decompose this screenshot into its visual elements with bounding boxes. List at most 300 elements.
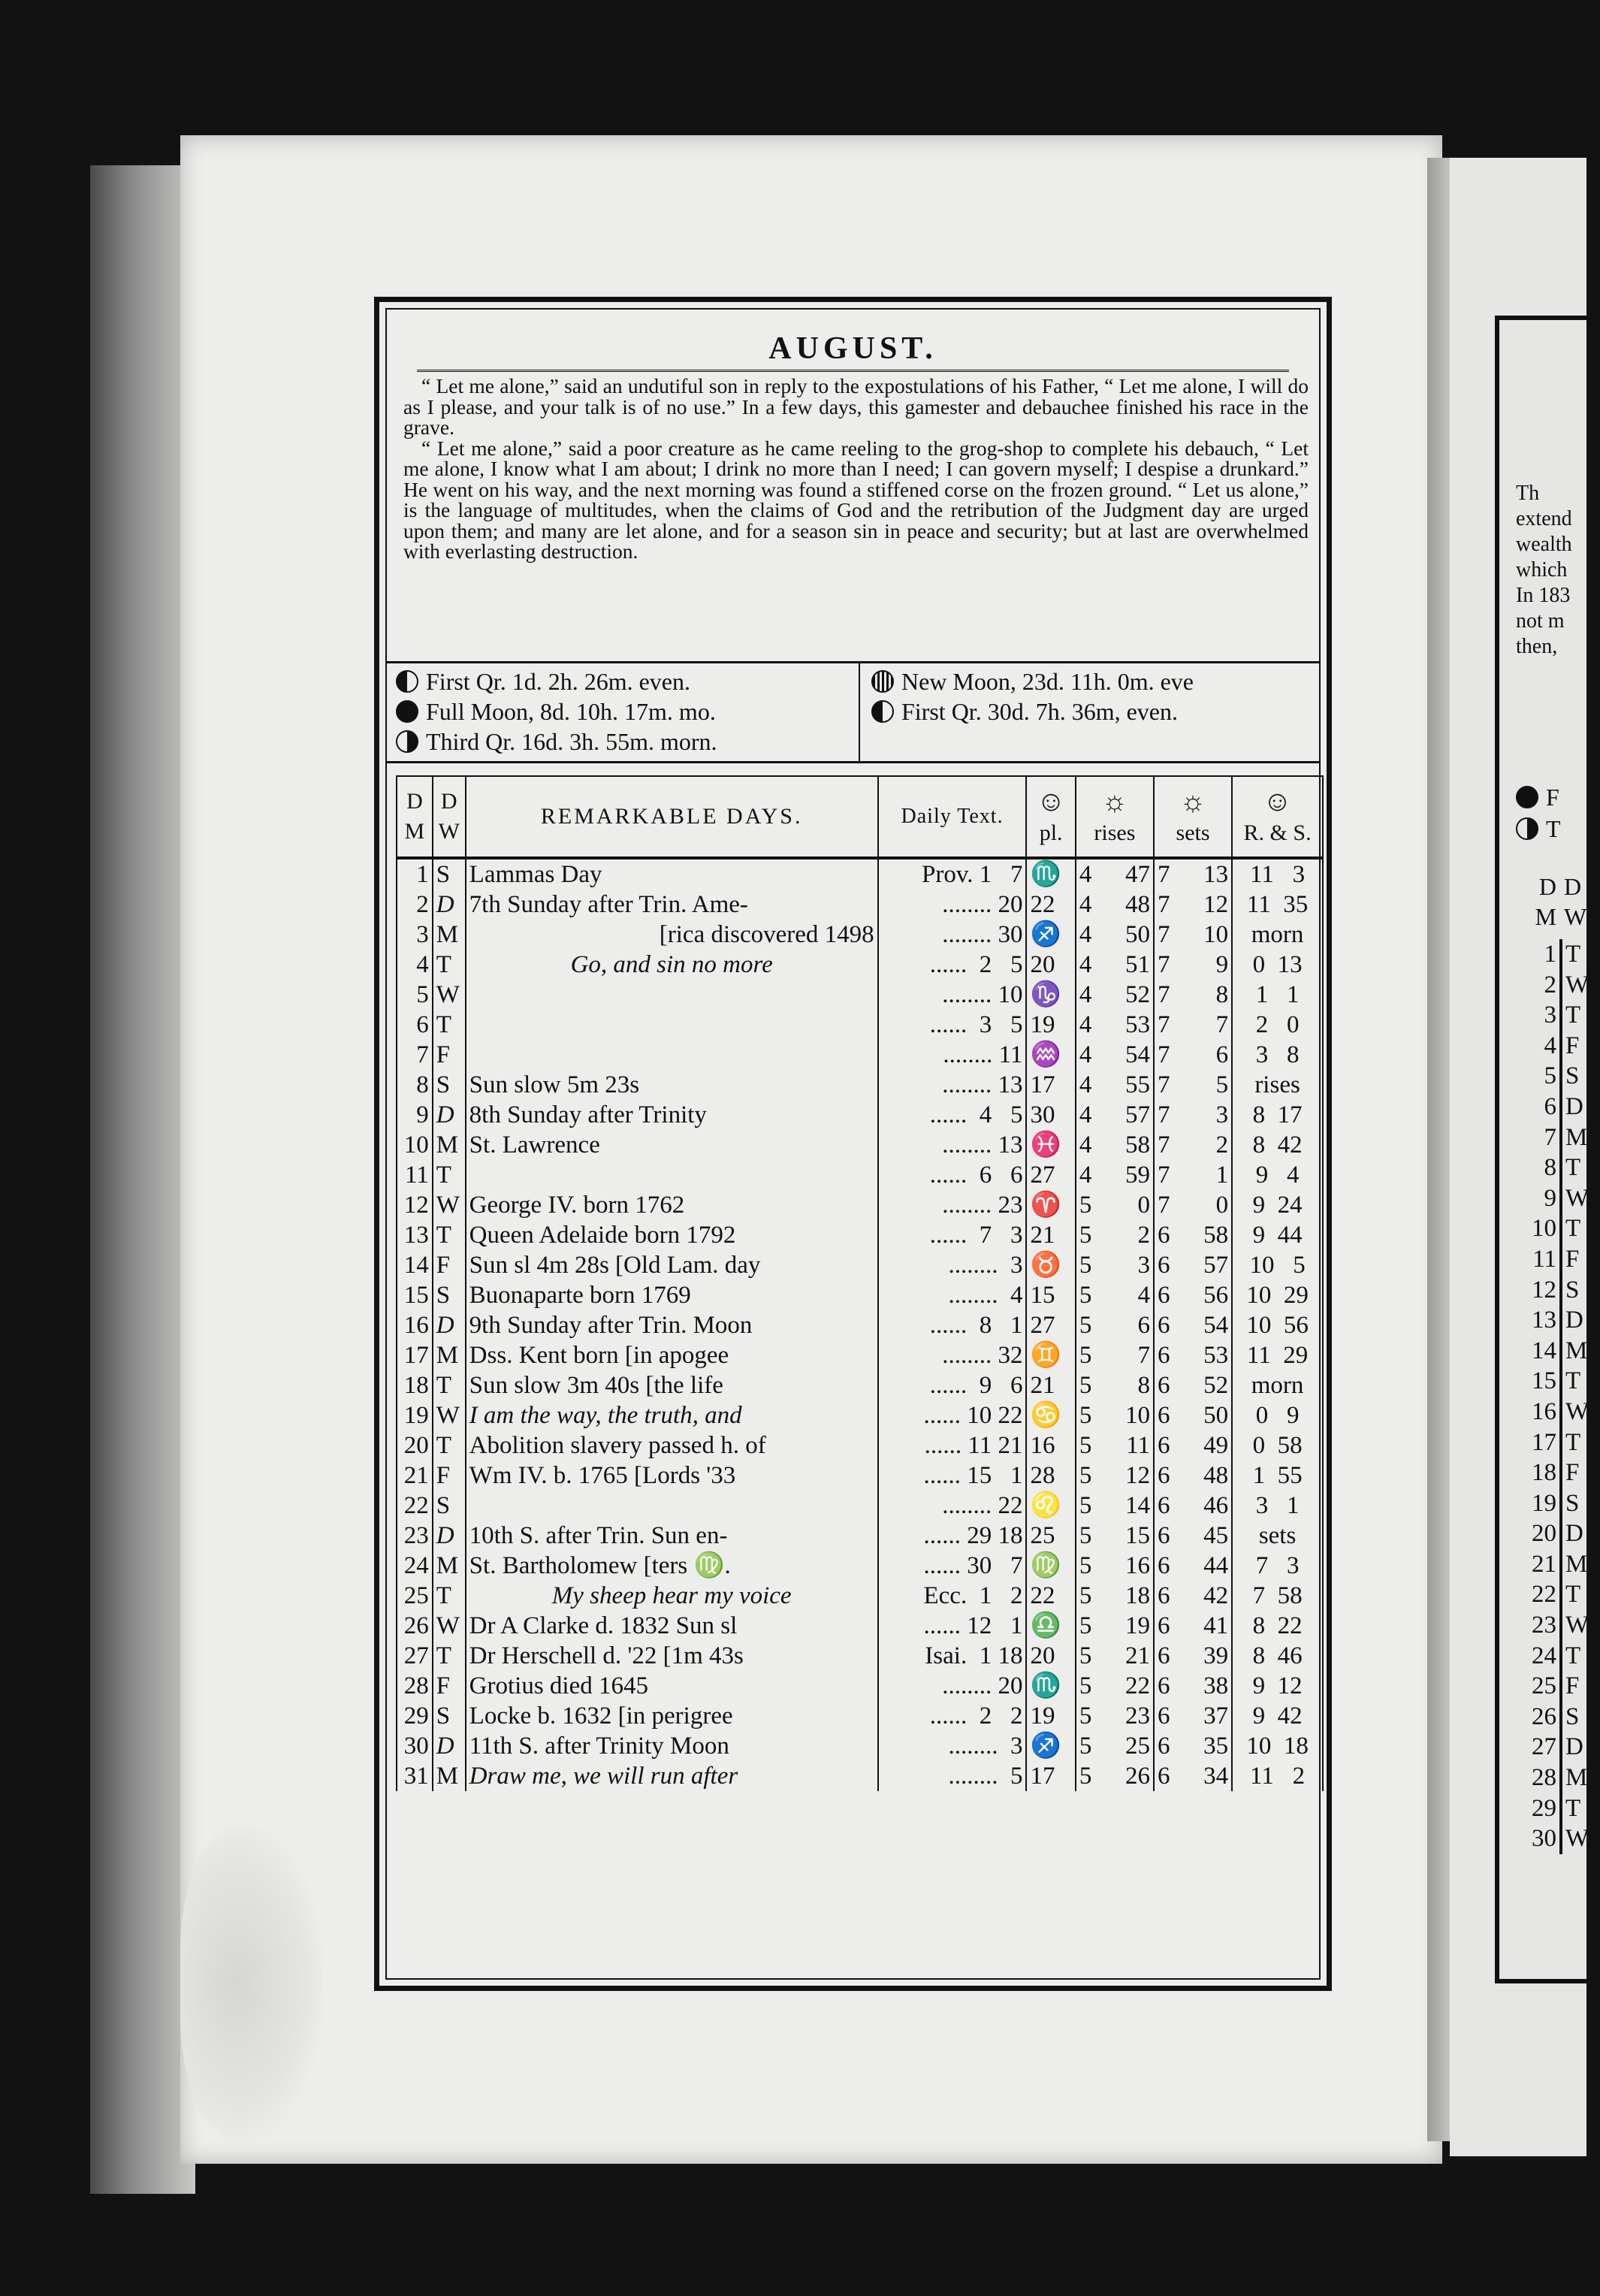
remarkable-day-cell: Wm IV. b. 1765 [Lords '33 [466,1461,878,1491]
table-row [397,1611,1323,1641]
sun-set-hour: 7 [1157,981,1170,1008]
day-of-week-cell: S [433,1280,466,1310]
moon-place-cell: 17 [1026,1070,1075,1100]
day-of-month-cell: 13 [397,1220,433,1250]
next-page-row [1517,1732,1589,1763]
moon-phases-left [396,666,717,757]
moon-phase-line [871,696,1194,727]
sun-set-minute: 10 [1203,921,1229,948]
moon-rise-set-cell: 0 13 [1232,950,1323,980]
moon-rise-set-cell: 7 3 [1232,1551,1323,1581]
moon-place-cell: ♐ [1026,920,1075,950]
remarkable-day-cell: Lammas Day [466,858,878,890]
remarkable-day-cell [466,1040,878,1070]
remarkable-day-cell [466,1010,878,1040]
next-page-row [1517,1275,1589,1306]
sun-set-hour: 6 [1157,1222,1170,1249]
header-day-of-month: D M [397,776,433,858]
sun-rises-cell [1076,1280,1154,1310]
day-of-month-cell: 25 [397,1581,433,1611]
moon-rise-set-cell: 0 9 [1232,1400,1323,1430]
moon-rise-set-cell: 3 8 [1232,1040,1323,1070]
sun-rise-hour: 4 [1079,1011,1092,1038]
moon-place-cell: ♍ [1026,1551,1075,1581]
day-of-month-cell: 9 [397,1100,433,1130]
day-of-month-cell: 12 [397,1190,433,1220]
next-page-row [1517,1122,1589,1153]
remarkable-day-cell: Sun slow 3m 40s [the life [466,1370,878,1400]
sun-rise-hour: 5 [1079,1492,1092,1519]
sun-rise-hour: 4 [1079,891,1092,918]
sun-rise-hour: 5 [1079,1763,1092,1790]
sun-rise-hour: 5 [1079,1402,1092,1429]
next-page-text-line: Th [1516,482,1540,505]
sun-set-hour: 7 [1157,1101,1170,1128]
day-of-month-cell: 26 [397,1611,433,1641]
sun-set-minute: 50 [1203,1402,1229,1429]
sun-rises-cell [1076,1491,1154,1521]
sun-sets-cell [1154,1731,1232,1761]
moon-rise-set-cell: 8 46 [1232,1641,1323,1671]
sun-rises-cell [1076,1731,1154,1761]
moon-rise-set-cell: 8 42 [1232,1130,1323,1160]
sun-rise-hour: 4 [1079,1041,1092,1068]
moon-phase-text: New Moon, 23d. 11h. 0m. eve [901,668,1194,695]
header-sun-sets: ☼ sets [1154,776,1232,858]
sun-rise-minute: 22 [1125,1672,1150,1699]
page-edge [90,165,195,2194]
next-page-text-line: wealth [1516,533,1572,556]
day-of-month-cell: 11 [397,1160,433,1190]
next-page-day: 27 [1517,1732,1561,1763]
sun-set-hour: 6 [1157,1702,1170,1730]
next-page-weekday: W [1561,1823,1589,1854]
daily-text-cell: Prov. 1 7 [878,858,1027,890]
table-row [397,1310,1323,1340]
sun-set-minute: 52 [1203,1372,1229,1399]
sun-set-hour: 6 [1157,1252,1170,1279]
day-of-week-cell: T [433,1430,466,1461]
next-page-day: 1 [1517,939,1561,970]
sun-rise-minute: 3 [1137,1252,1150,1279]
next-page-weekday: T [1561,1000,1580,1031]
table-row [397,1130,1323,1160]
remarkable-day-cell [466,1160,878,1190]
sun-set-minute: 44 [1203,1552,1229,1579]
moon-place-cell: 17 [1026,1761,1075,1791]
next-page-row [1517,1336,1589,1367]
header-sun-rises: ☼ rises [1076,776,1154,858]
third-quarter-moon-icon [1516,817,1538,840]
sun-sets-cell [1154,1400,1232,1430]
moon-rise-set-cell: 7 58 [1232,1581,1323,1611]
next-page-row [1517,1702,1589,1733]
sun-sets-cell [1154,1611,1232,1641]
sun-set-hour: 7 [1157,1011,1170,1038]
table-row [397,1190,1323,1220]
moon-face-icon: ☺ [1036,786,1066,817]
daily-text-cell: ........ 30 [878,920,1027,950]
moon-place-cell: 27 [1026,1310,1075,1340]
remarkable-day-cell: Draw me, we will run after [466,1761,878,1791]
next-page-row [1517,1244,1589,1275]
next-page-weekday: S [1561,1488,1579,1519]
sun-set-hour: 6 [1157,1582,1170,1609]
sun-set-hour: 6 [1157,1282,1170,1309]
next-page-day: 19 [1517,1488,1561,1519]
next-page-row [1517,1031,1589,1062]
sun-sets-cell [1154,1010,1232,1040]
sun-set-minute: 1 [1215,1162,1229,1189]
next-page-weekday: M [1561,1122,1587,1153]
sun-set-hour: 6 [1157,1462,1170,1489]
sun-rise-minute: 11 [1126,1432,1150,1459]
sun-set-minute: 49 [1203,1432,1229,1459]
sun-rise-hour: 5 [1079,1312,1092,1339]
daily-text-cell: ...... 11 21 [878,1430,1027,1461]
next-page-weekday: M [1561,1336,1587,1367]
sun-sets-cell [1154,1130,1232,1160]
sun-rise-minute: 55 [1125,1071,1150,1098]
remarkable-day-cell: Sun slow 5m 23s [466,1070,878,1100]
moon-place-cell: 30 [1026,1100,1075,1130]
next-page-row [1517,1000,1589,1031]
sun-set-hour: 7 [1157,921,1170,948]
next-page-row [1517,1061,1589,1092]
sun-set-hour: 6 [1157,1492,1170,1519]
day-of-week-cell: T [433,950,466,980]
sun-rises-cell [1076,1701,1154,1731]
next-page-day: 30 [1517,1823,1561,1854]
sun-set-hour: 6 [1157,1432,1170,1459]
sun-rises-cell [1076,858,1154,890]
sun-rise-minute: 12 [1125,1462,1150,1489]
sun-set-minute: 6 [1215,1041,1229,1068]
sun-rise-minute: 59 [1125,1162,1150,1189]
sun-rise-hour: 5 [1079,1522,1092,1549]
sun-rise-minute: 0 [1137,1192,1150,1219]
day-of-week-cell: T [433,1581,466,1611]
sun-sets-cell [1154,1280,1232,1310]
daily-text-cell: ...... 29 18 [878,1521,1027,1551]
sun-set-minute: 53 [1203,1342,1229,1369]
next-page-row [1517,1488,1589,1519]
daily-text-cell: Ecc. 1 2 [878,1581,1027,1611]
day-of-week-cell: T [433,1160,466,1190]
moon-place-cell: ♊ [1026,1340,1075,1370]
next-page-day: 17 [1517,1427,1561,1458]
moon-place-cell: ♏ [1026,858,1075,890]
table-row [397,1280,1323,1310]
sun-sets-cell [1154,1070,1232,1100]
day-of-month-cell: 28 [397,1671,433,1701]
table-row [397,1400,1323,1430]
sun-rises-cell [1076,1070,1154,1100]
sun-set-hour: 6 [1157,1522,1170,1549]
remarkable-day-cell: I am the way, the truth, and [466,1400,878,1430]
remarkable-day-cell: Dr Herschell d. '22 [1m 43s [466,1641,878,1671]
next-page-weekday: S [1561,1275,1579,1306]
moon-rise-set-cell: 9 12 [1232,1671,1323,1701]
next-page-row [1517,1518,1589,1549]
table-row [397,1521,1323,1551]
next-page-row [1517,1823,1589,1854]
sun-rises-cell [1076,1220,1154,1250]
sun-rises-cell [1076,1310,1154,1340]
next-page-row [1517,1092,1589,1122]
daily-text-cell: ........ 10 [878,980,1027,1010]
day-of-week-cell: W [433,1611,466,1641]
sun-rise-hour: 5 [1079,1372,1092,1399]
moon-rise-set-cell: 8 17 [1232,1100,1323,1130]
sun-set-minute: 0 [1215,1192,1229,1219]
sun-set-hour: 6 [1157,1642,1170,1669]
moon-phases [387,661,1319,763]
sun-set-hour: 6 [1157,1672,1170,1699]
next-page-day: 10 [1517,1213,1561,1244]
remarkable-day-cell: My sheep hear my voice [466,1581,878,1611]
daily-text-cell: ...... 7 3 [878,1220,1027,1250]
intro-text [403,376,1309,562]
sun-rises-cell [1076,1761,1154,1791]
sun-rise-minute: 50 [1125,921,1150,948]
sun-rise-minute: 23 [1125,1702,1150,1730]
moon-rise-set-cell: morn [1232,1370,1323,1400]
day-of-month-cell: 29 [397,1701,433,1731]
daily-text-cell: ...... 30 7 [878,1551,1027,1581]
next-page-weekday: M [1561,1763,1587,1793]
table-row [397,1430,1323,1461]
sun-set-hour: 7 [1157,1162,1170,1189]
sun-rise-hour: 4 [1079,981,1092,1008]
sun-rises-cell [1076,1190,1154,1220]
sun-set-hour: 6 [1157,1342,1170,1369]
sun-set-minute: 46 [1203,1492,1229,1519]
next-page-weekday: T [1561,1213,1580,1244]
day-of-week-cell: D [433,890,466,920]
next-page-rows [1517,939,1589,1854]
moon-place-cell: 20 [1026,1641,1075,1671]
moon-rise-set-cell: 10 56 [1232,1310,1323,1340]
moon-place-cell: 19 [1026,1701,1075,1731]
sun-rise-minute: 26 [1125,1763,1150,1790]
sun-set-minute: 34 [1203,1763,1229,1790]
sun-set-hour: 6 [1157,1402,1170,1429]
table-row [397,1010,1323,1040]
sun-rises-cell [1076,1160,1154,1190]
remarkable-day-cell: Dr A Clarke d. 1832 Sun sl [466,1611,878,1641]
moon-phases-right [871,666,1194,727]
daily-text-cell: ...... 9 6 [878,1370,1027,1400]
sun-sets-cell [1154,950,1232,980]
remarkable-day-cell: Locke b. 1632 [in perigree [466,1701,878,1731]
sun-rise-hour: 4 [1079,1162,1092,1189]
sun-set-hour: 7 [1157,1041,1170,1068]
sun-rises-cell [1076,1611,1154,1641]
next-page-text-line: then, [1516,635,1558,658]
moon-phase-text: First Qr. 1d. 2h. 26m. even. [426,668,690,695]
sun-rises-cell [1076,1521,1154,1551]
next-page-weekday: W [1561,1397,1589,1427]
day-of-month-cell: 14 [397,1250,433,1280]
calendar-body [397,858,1323,1791]
next-page-row [1517,1213,1589,1244]
moon-place-cell: 21 [1026,1220,1075,1250]
day-of-week-cell: M [433,1340,466,1370]
sun-rise-hour: 4 [1079,921,1092,948]
next-page-day: 7 [1517,1122,1561,1153]
first-quarter-moon-icon [871,700,894,723]
remarkable-day-cell: 9th Sunday after Trin. Moon [466,1310,878,1340]
day-of-month-cell: 19 [397,1400,433,1430]
next-page-row [1517,1427,1589,1458]
next-page-day: 16 [1517,1397,1561,1427]
sun-set-minute: 57 [1203,1252,1229,1279]
sun-set-hour: 6 [1157,1552,1170,1579]
sun-rises-cell [1076,1400,1154,1430]
sun-rise-minute: 51 [1125,951,1150,978]
sun-rise-hour: 5 [1079,1702,1092,1730]
title-rule [417,370,1289,372]
next-page-day: 8 [1517,1153,1561,1183]
next-page-day: 29 [1517,1793,1561,1824]
next-page-day: 11 [1517,1244,1561,1275]
next-page-weekday: T [1561,1641,1580,1672]
sun-set-hour: 7 [1157,1071,1170,1098]
day-of-week-cell: M [433,1551,466,1581]
moon-phase-line [396,666,717,696]
moon-rise-set-cell: 11 2 [1232,1761,1323,1791]
next-page-weekday: T [1561,1427,1580,1458]
day-of-month-cell: 7 [397,1040,433,1070]
day-of-week-cell: F [433,1250,466,1280]
sun-rise-minute: 16 [1125,1552,1150,1579]
next-page-weekday: S [1561,1702,1579,1733]
sun-rises-cell [1076,1250,1154,1280]
day-of-week-cell: M [433,920,466,950]
sun-sets-cell [1154,1521,1232,1551]
next-page-day: 3 [1517,1000,1561,1031]
next-page-moon-phases [1516,781,1561,844]
sun-rise-hour: 5 [1079,1342,1092,1369]
next-page-row [1517,939,1589,970]
sun-rise-hour: 5 [1079,1432,1092,1459]
table-row [397,1761,1323,1791]
sun-rise-minute: 47 [1125,861,1150,888]
day-of-month-cell: 18 [397,1370,433,1400]
day-of-month-cell: 23 [397,1521,433,1551]
next-page-day: 12 [1517,1275,1561,1306]
remarkable-day-cell: George IV. born 1762 [466,1190,878,1220]
sun-rises-cell [1076,1581,1154,1611]
daily-text-cell: ...... 2 2 [878,1701,1027,1731]
day-of-week-cell: S [433,1491,466,1521]
daily-text-cell: ........ 22 [878,1491,1027,1521]
sun-sets-cell [1154,1491,1232,1521]
sun-set-minute: 12 [1203,891,1229,918]
sun-rises-cell [1076,1040,1154,1070]
table-row [397,1461,1323,1491]
day-of-week-cell: W [433,1190,466,1220]
table-row [397,950,1323,980]
next-page-weekday: S [1561,1061,1579,1092]
sun-sets-cell [1154,1641,1232,1671]
sun-rises-cell [1076,1130,1154,1160]
moon-rise-set-cell: 2 0 [1232,1010,1323,1040]
sun-rise-hour: 5 [1079,1222,1092,1249]
sun-sets-cell [1154,1040,1232,1070]
full-moon-icon [1516,786,1538,808]
remarkable-day-cell: Abolition slavery passed h. of [466,1430,878,1461]
day-of-month-cell: 4 [397,950,433,980]
next-page-text-line: extend [1516,507,1572,530]
moon-rise-set-cell: 8 22 [1232,1611,1323,1641]
sun-sets-cell [1154,1190,1232,1220]
sun-rises-cell [1076,1430,1154,1461]
sun-rises-cell [1076,1010,1154,1040]
moon-place-cell: ♌ [1026,1491,1075,1521]
next-page-text-line: In 183 [1516,584,1571,607]
next-page-weekday: F [1561,1244,1579,1275]
next-page-row [1517,1153,1589,1183]
sun-set-minute: 37 [1203,1702,1229,1730]
next-page-day: 13 [1517,1305,1561,1336]
remarkable-day-cell: [rica discovered 1498 [466,920,878,950]
sun-rise-minute: 52 [1125,981,1150,1008]
sun-rise-minute: 6 [1137,1312,1150,1339]
day-of-week-cell: T [433,1370,466,1400]
moon-rise-set-cell: 9 42 [1232,1701,1323,1731]
sun-rise-minute: 53 [1125,1011,1150,1038]
first-quarter-moon-icon [396,670,418,693]
header-moon-rises-sets: ☺ R. & S. [1232,776,1323,858]
sun-rise-minute: 18 [1125,1582,1150,1609]
sun-rise-minute: 10 [1125,1402,1150,1429]
sun-sets-cell [1154,1160,1232,1190]
sun-rise-minute: 8 [1137,1372,1150,1399]
moon-phase-line [871,666,1194,696]
next-page-row [1517,970,1589,1001]
table-row [397,1370,1323,1400]
moon-phases-divider [859,663,860,761]
sun-rises-cell [1076,980,1154,1010]
day-of-month-cell: 30 [397,1731,433,1761]
daily-text-cell: ........ 4 [878,1280,1027,1310]
sun-rises-cell [1076,1340,1154,1370]
sun-rise-hour: 5 [1079,1582,1092,1609]
day-of-week-cell: M [433,1130,466,1160]
table-row [397,1160,1323,1190]
water-stain [180,1826,323,2141]
next-page-day: 15 [1517,1366,1561,1397]
table-row [397,1491,1323,1521]
daily-text-cell: ...... 15 1 [878,1461,1027,1491]
sun-set-minute: 9 [1215,951,1229,978]
next-page-day: 25 [1517,1671,1561,1702]
day-of-month-cell: 27 [397,1641,433,1671]
moon-rise-set-cell: 9 24 [1232,1190,1323,1220]
moon-rise-set-cell: 3 1 [1232,1491,1323,1521]
sun-set-hour: 6 [1157,1312,1170,1339]
sun-rise-hour: 5 [1079,1192,1092,1219]
next-page-weekday: W [1561,970,1589,1001]
next-page-row [1517,1579,1589,1610]
next-page-weekday: W [1561,1183,1589,1214]
moon-place-cell: ♑ [1026,980,1075,1010]
sun-sets-cell [1154,1100,1232,1130]
daily-text-cell: ...... 6 6 [878,1160,1027,1190]
next-page-day: 23 [1517,1610,1561,1641]
